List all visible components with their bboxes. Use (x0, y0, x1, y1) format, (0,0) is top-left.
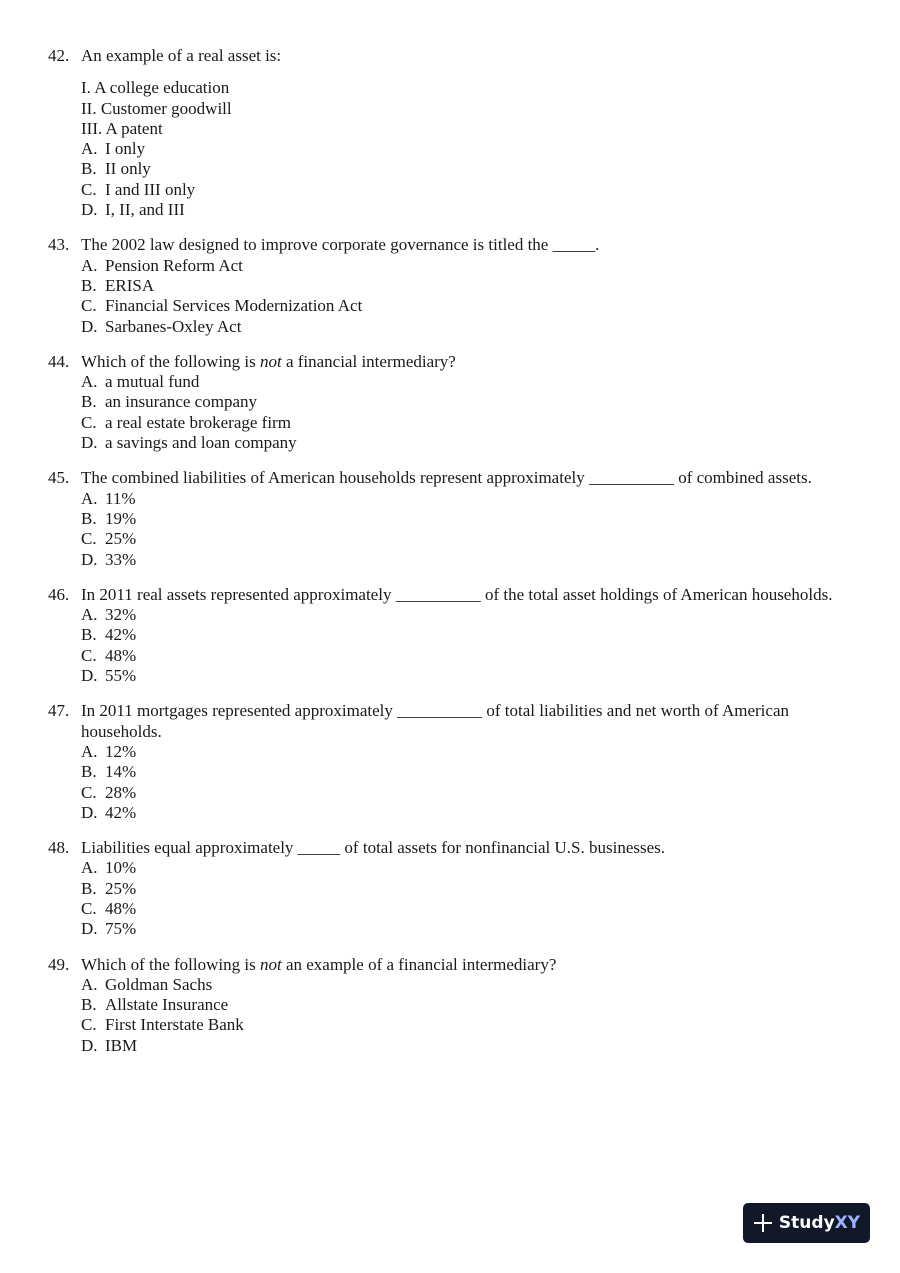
option-letter: D. (81, 919, 98, 939)
answer-option (81, 200, 900, 220)
question-text-part: An example of a real asset is: (81, 46, 282, 65)
question-number: 45. (48, 468, 70, 488)
answer-option (81, 392, 900, 412)
option-letter: A. (81, 858, 98, 878)
option-letter: D. (81, 1035, 98, 1055)
question-text (81, 46, 856, 66)
question-number: 46. (48, 584, 70, 604)
question-45 (0, 468, 900, 569)
option-letter: C. (81, 529, 97, 549)
option-letter: C. (81, 179, 97, 199)
option-text: an insurance company (105, 392, 257, 412)
option-letter: C. (81, 1015, 97, 1035)
question-text-part: Which of the following is (81, 954, 260, 974)
question-text-part: Liabilities equal approximately _____ of total assets for nonfinancial U.S. businesses. (81, 838, 666, 858)
option-letter: C. (81, 296, 97, 316)
option-letter: A. (81, 974, 98, 994)
answer-option (81, 1036, 900, 1056)
option-letter: B. (81, 625, 97, 645)
option-letter: B. (81, 392, 97, 412)
answer-option (81, 975, 900, 995)
question-emphasis: not (259, 351, 282, 371)
answer-option (81, 1015, 900, 1035)
studyxy-logo-badge[interactable] (743, 1203, 870, 1243)
option-letter: B. (81, 508, 97, 528)
option-letter: A. (81, 741, 98, 761)
question-text (81, 468, 856, 488)
answer-option (81, 180, 900, 200)
question-42 (0, 46, 900, 220)
answer-option (81, 509, 900, 529)
answer-option (81, 625, 900, 645)
question-number: 44. (48, 351, 70, 371)
statement-item: I. A college education (81, 78, 230, 98)
option-text: I only (105, 139, 146, 159)
answer-option (81, 276, 900, 296)
option-letter: D. (81, 316, 98, 336)
option-letter: C. (81, 645, 97, 665)
option-text: I, II, and III (105, 200, 185, 220)
option-text: 28% (105, 782, 137, 802)
answer-option (81, 529, 900, 549)
question-43 (0, 235, 900, 336)
question-emphasis: not (259, 954, 282, 974)
option-text: Financial Services Modernization Act (105, 296, 363, 316)
question-number: 43. (48, 235, 70, 255)
option-text: IBM (105, 1035, 138, 1055)
answer-option (81, 995, 900, 1015)
answer-option (81, 646, 900, 666)
question-text-part: The 2002 law designed to improve corporate governance is titled the _____. (81, 235, 600, 255)
option-text: First Interstate Bank (105, 1015, 244, 1035)
question-44 (0, 352, 900, 453)
option-text: Allstate Insurance (105, 995, 229, 1015)
option-letter: C. (81, 412, 97, 432)
question-text-part: an example of a financial intermediary? (281, 954, 557, 974)
option-letter: A. (81, 255, 98, 275)
option-text: 55% (105, 666, 137, 686)
answer-option (81, 413, 900, 433)
answer-option (81, 433, 900, 453)
option-text: 48% (105, 645, 137, 665)
answer-option (81, 296, 900, 316)
option-letter: B. (81, 878, 97, 898)
option-text: 10% (105, 858, 137, 878)
option-text: ERISA (105, 275, 155, 295)
answer-option (81, 742, 900, 762)
answer-option (81, 919, 900, 939)
answer-option (81, 372, 900, 392)
option-text: 48% (105, 898, 137, 918)
answer-option (81, 783, 900, 803)
option-text: II only (105, 159, 151, 179)
option-text: 42% (105, 625, 137, 645)
option-text: I and III only (105, 179, 196, 199)
question-text-part: Which of the following is (81, 351, 260, 371)
option-text: a mutual fund (105, 372, 200, 392)
question-text (81, 352, 856, 372)
option-letter: A. (81, 605, 98, 625)
question-text (81, 838, 856, 858)
option-letter: C. (81, 782, 97, 802)
option-text: Pension Reform Act (105, 255, 243, 275)
question-text-part: a financial intermediary? (281, 351, 456, 371)
answer-option (81, 879, 900, 899)
option-text: Sarbanes-Oxley Act (105, 316, 242, 336)
question-text-part: In 2011 mortgages represented approximately __________ of total liabilities and net worth of American households. (81, 701, 789, 741)
question-number: 49. (48, 954, 70, 974)
answer-option (81, 317, 900, 337)
option-letter: C. (81, 898, 97, 918)
question-text (81, 701, 856, 742)
question-number: 42. (48, 46, 70, 65)
option-text: 14% (105, 762, 137, 782)
answer-option (81, 858, 900, 878)
option-letter: D. (81, 549, 98, 569)
statement-item: III. A patent (81, 118, 163, 138)
option-text: 33% (105, 549, 137, 569)
statement-list (0, 78, 900, 139)
question-text (81, 235, 856, 255)
option-text: 11% (105, 488, 136, 508)
option-text: a real estate brokerage firm (105, 412, 291, 432)
answer-option (81, 605, 900, 625)
question-48 (0, 838, 900, 939)
statement-item: II. Customer goodwill (81, 98, 232, 118)
option-text: 25% (105, 878, 137, 898)
option-letter: B. (81, 762, 97, 782)
answer-option (81, 550, 900, 570)
brand-main: Study (778, 1212, 835, 1233)
option-letter: D. (81, 433, 98, 453)
question-text-part: The combined liabilities of American households represent approximately __________ of combined assets. (81, 468, 812, 488)
option-letter: A. (81, 372, 98, 392)
question-text (81, 585, 856, 605)
option-letter: D. (81, 200, 98, 220)
plus-icon (753, 1213, 773, 1233)
option-text: 42% (105, 802, 137, 822)
answer-option (81, 139, 900, 159)
answer-option (81, 159, 900, 179)
option-letter: D. (81, 666, 98, 686)
option-text: 12% (105, 741, 137, 761)
answer-option (81, 762, 900, 782)
option-letter: D. (81, 802, 98, 822)
question-49 (0, 955, 900, 1056)
question-46 (0, 585, 900, 686)
question-text (81, 955, 856, 975)
option-text: 25% (105, 529, 137, 549)
question-text-part: In 2011 real assets represented approximately __________ of the total asset holdings of American households. (81, 584, 833, 604)
option-text: 75% (105, 919, 137, 939)
option-letter: B. (81, 995, 97, 1015)
answer-option (81, 256, 900, 276)
option-letter: B. (81, 159, 97, 179)
option-text: 19% (105, 508, 137, 528)
answer-option (81, 803, 900, 823)
option-letter: A. (81, 488, 98, 508)
question-number: 48. (48, 838, 70, 858)
answer-option (81, 666, 900, 686)
option-letter: A. (81, 139, 98, 159)
question-list (0, 46, 900, 1071)
question-number: 47. (48, 701, 70, 721)
question-47 (0, 701, 900, 823)
brand-accent: XY (834, 1212, 861, 1233)
answer-option (81, 489, 900, 509)
option-text: Goldman Sachs (105, 974, 213, 994)
option-text: a savings and loan company (105, 433, 297, 453)
option-text: 32% (105, 605, 137, 625)
answer-option (81, 899, 900, 919)
option-letter: B. (81, 275, 97, 295)
